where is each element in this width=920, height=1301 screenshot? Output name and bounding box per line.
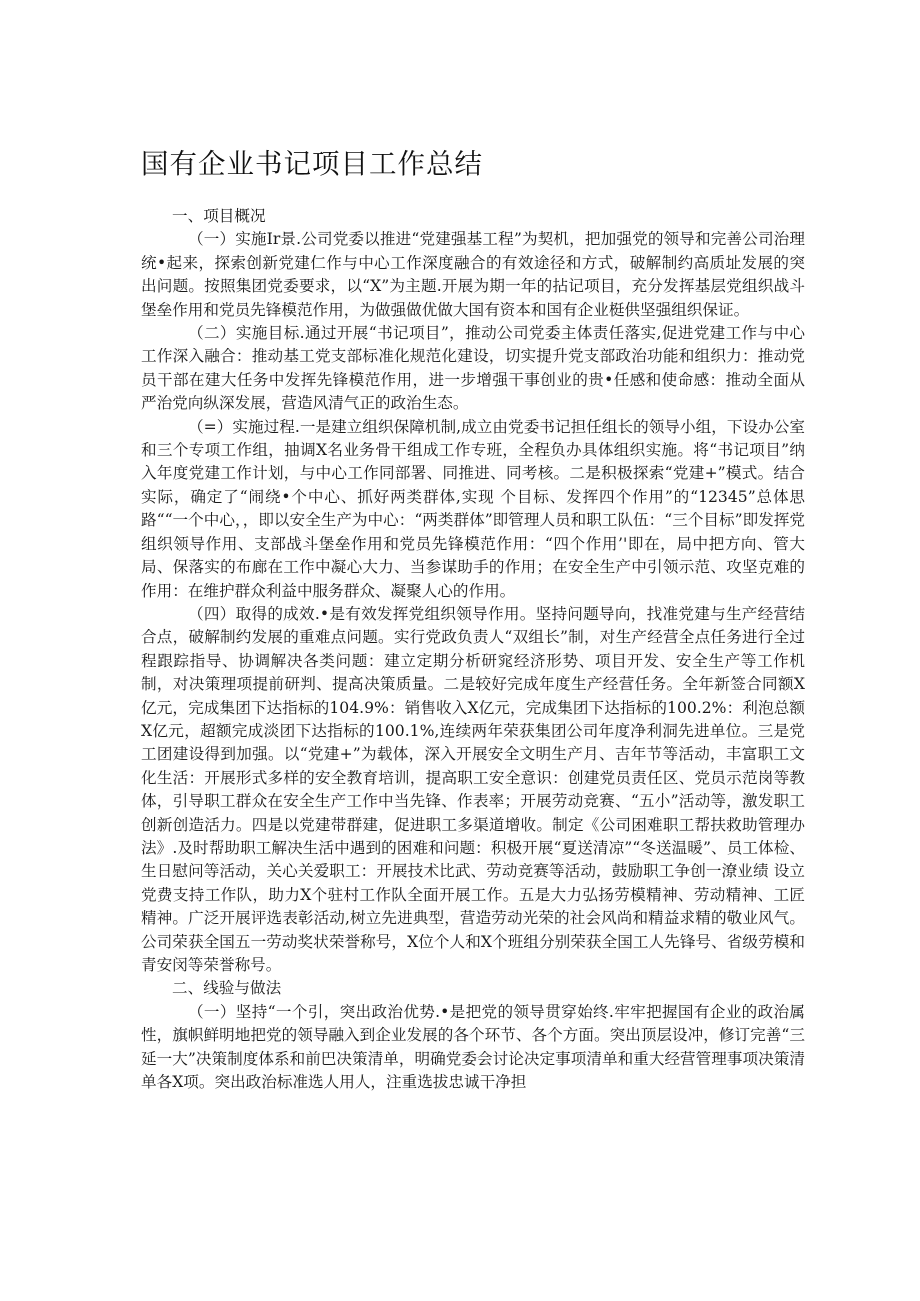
paragraph-results: （四）取得的成效.•是有效发挥党组织领导作用。坚持问题导向，找准党建与生产经营结合点，破解制约发展的重难点问题。实行党政负责人“双组长”制，对生产经营全点任务进行全过程跟踪指导、协调解决各类问题：建立定期分析研窕经济形势、项目开发、安全生产等工作机制，对决策理项提前研判、提高决策质量。二是较好完成年度生产经营任务。全年新签合同额X亿元，完成集团下达指标的104.9%：销售收入X亿元，完成集团下达指标的100.2%：利泡总额X亿元，超额完成淡团下达指标的100.1%,连续两年荣获集团公司年度净利洞先进单位。三是党工团建设得到加强。以“党建+”为载体，深入开展安全文明生产月、吉年节等活动，丰富职工文化生活：开展形式多样的安全教育培训，提高职工安全意识：创建党员责任区、党员示范岗等教体，引导职工群众在安全生产工作中当先锋、作表率；开展劳动竞赛、“五小”活动等，激发职工创新创造活力。四是以党建带群建，促进职工多渠道增收。制定《公司困难职工帮扶救助管理办法》.及时帮助职工解决生活中遇到的困难和问题：积极开展“夏送清凉”“冬送温暖”、员工体检、生日慰问等活动，关心关爱职工：开展技术比武、劳动竞赛等活动，鼓励职工争创一潦业绩 设立党费支持工作队，助力X个驻村工作队全面开展工作。五是大力弘扬劳模精神、劳动精神、工匠精神。广泛开展评选表彰活动,树立先进典型，营造劳动光荣的社会风尚和精益求精的敬业风气。公司荣获全国五一劳动奖状荣誉称号，X位个人和X个班组分别荣获全国工人先锋号、省级劳模和青安闵等荣誉称号。 <box>141 604 805 974</box>
paragraph-process: （=）实施过程.一是建立组织保障机制,成立由党委书记担任组长的领导小组，下设办公室和三个专项工作组，抽调X名业务骨干组成工作专班，全程负办具体组织实施。将“书记项目”纳入年度党建工作计划，与中心工作同部署、同推进、同考核。二是积极探索“党建+”模式。结合实际，确定了“闹绕•个中心、抓好两类群体,实现 个目标、发挥四个作用”的“12345”总体思路““一个中心，，即以安全生产为中心：“两类群体”即管理人员和职工队伍：“三个目标”即发挥党组织领导作用、支部战斗堡垒作用和党员先锋模范作用：“四个作用’'即在，局中把方向、管大局、保落实的布廊在工作中凝心大力、当参谋助手的作用；在安全生产中引领示范、攻坚克难的作用：在维护群众利益中服务群众、凝聚人心的作用。 <box>141 417 805 600</box>
paragraph-leadership: （一）坚持“一个引，突出政治优势.•是把党的领导贯穿始终.牢牢把握国有企业的政治属性，旗帜鲜明地把党的领导融入到企业发展的各个环节、各个方面。突出顶层设冲，修订完善“三延一大”决策制度体系和前巴决策清单，明确党委会讨论决定事项清单和重大经营管理事项决策清单各X项。突出政治标准选人用人，注重选拔忠诚干净担 <box>141 1002 805 1092</box>
section-heading: 一、项目概况 <box>172 207 266 225</box>
section-overview <box>141 205 805 977</box>
section-experience <box>141 977 805 1094</box>
paragraph-goals: （二）实施目标.通过开展“书记项目”，推动公司党委主体责任落实,促进党建工作与中心工作深入融合：推动基工党支部标准化规范化建设，切实提升党支部政治功能和组织力：推动党员干部在建大任务中发挥先锋模范作用，进一步增强干事创业的贵•任感和使命感：推动全面从严治党向纵深发展，营造风清气正的政治生态。 <box>141 324 805 413</box>
section-heading: 二、线验与做法 <box>172 979 282 998</box>
paragraph-background: （一）实施Ir景.公司党委以推进“党建强基工程”为契机，把加强党的领导和完善公司治理统•起来，探索创新党建仁作与中心工作深度融合的有效途径和方式，破解制约高质址发展的突出问题。按照集团党委要求，以“X”为主题.开展为期一年的拈记项目，充分发挥基层党组织战斗堡垒作用和党员先锋模范作用，为做强做优做大国有资本和国有企业梃供坚强组织保证。 <box>141 230 805 319</box>
document-title: 国有企业书记项目工作总结 <box>141 148 483 180</box>
